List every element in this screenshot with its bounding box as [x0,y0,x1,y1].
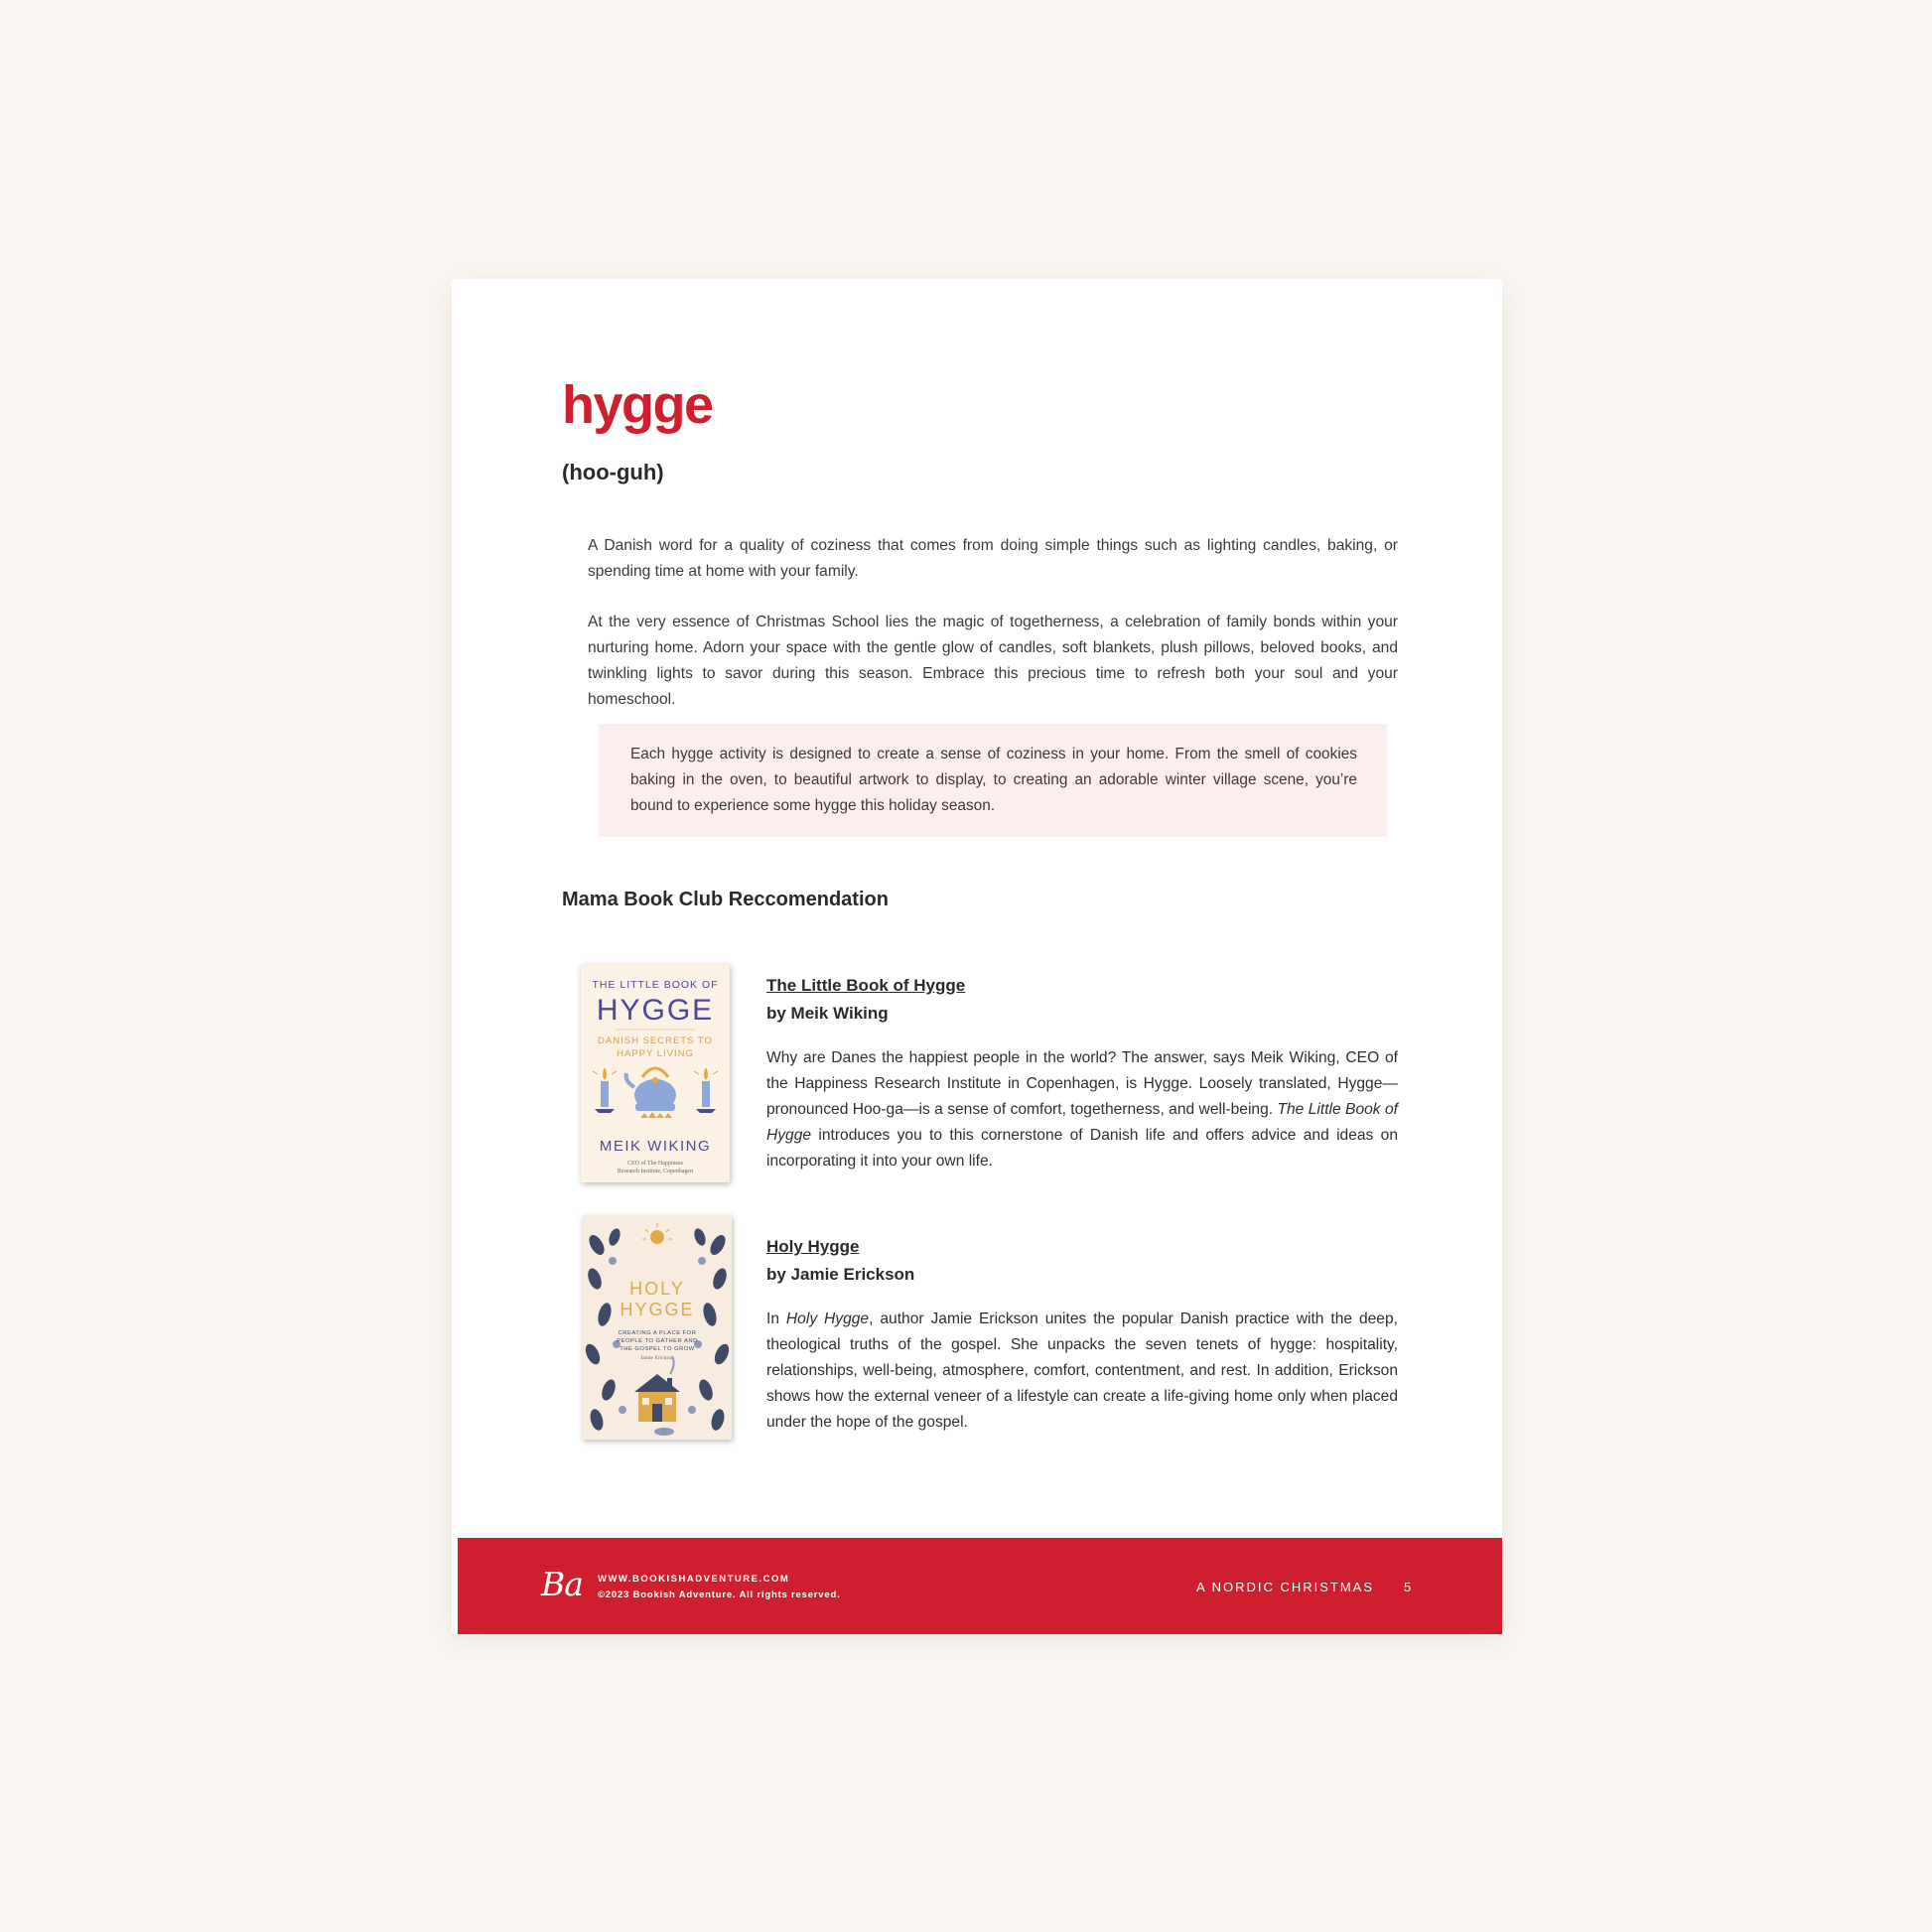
document-page [452,279,1502,1634]
cover-a-byline-1: CEO of The Happiness [627,1161,683,1167]
cover-b-title-2: HYGGE [620,1300,695,1319]
book-2-title-link[interactable]: Holy Hygge [766,1237,860,1256]
book-2-description [766,1307,1398,1436]
cover-b-subtitle-2: PEOPLE TO GATHER AND [617,1338,698,1344]
cover-a-author: MEIK WIKING [599,1138,712,1155]
cover-a-top-line: THE LITTLE BOOK OF [592,979,719,991]
footer-page-number: 5 [1404,1580,1412,1594]
cover-a-subtitle-1: DANISH SECRETS TO [598,1035,713,1046]
callout-text: Each hygge activity is designed to create a sense of coziness in your home. From the smell of cookies baking in the oven, to beautiful artwork to display, to creating an adorable winter village scene, you’re bound to experience some hygge this holiday season. [630,746,1357,814]
footer-series-title: A NORDIC CHRISTMAS [1196,1580,1375,1594]
hygge-callout-box [599,724,1387,837]
book-cover-illustration [583,1215,732,1440]
book-1-author: by Meik Wiking [766,1004,889,1023]
book-2-desc-text: In [766,1311,786,1327]
cover-b-subtitle-1: CREATING A PLACE FOR [618,1330,697,1336]
page-footer [458,1538,1502,1634]
footer-copyright: ©2023 Bookish Adventure. All rights reserved. [598,1589,841,1600]
cover-b-title-1: HOLY [629,1279,685,1299]
definition-paragraph: A Danish word for a quality of coziness that comes from doing simple things such as lighting candles, baking, or spending time at home with your family. [588,537,1398,580]
book-1-desc-text-end: introduces you to this cornerstone of Danish life and offers advice and ideas on incorporating it into your own life. [766,1127,1398,1170]
book-1-title-link[interactable]: The Little Book of Hygge [766,976,966,995]
cover-b-author: Jamie Erickson [640,1355,674,1361]
essence-paragraph: At the very essence of Christmas School lies the magic of togetherness, a celebration of family bonds within your nurturing home. Adorn your space with the gentle glow of candles, soft blankets, plush pillows, beloved books, and twinkling lights to savor during this season. Embrace this precious time to refresh both your soul and your homeschool. [588,614,1398,708]
book-1-desc-text: Why are Danes the happiest people in the world? The answer, says Meik Wiking, CEO of the Happiness Research Institute in Copenhagen, is Hygge. Loosely translated, Hygge—pronounced Hoo-ga—is a sense of comfort, togetherness, and well-being. [766,1049,1398,1118]
book-2-desc-text-end: , author Jamie Erickson unites the popular Danish practice with the deep, theological truths of the gospel. She unpacks the seven tenets of hygge: hospitality, relationships, well-being, atmosphere, comfort, contentment, and rest. In addition, Erickson shows how the external veneer of a lifestyle can create a life-giving home only when placed under the hope of the gospel. [766,1311,1398,1431]
cover-a-title: HYGGE [596,994,715,1027]
entry-word: hygge [562,375,713,435]
holy-hygge-cover [583,1215,732,1440]
cover-a-subtitle-2: HAPPY LIVING [617,1048,694,1059]
book-2-desc-italic: Holy Hygge [785,1311,870,1327]
book-1-desc-italic: The Little Book of Hygge [766,1101,1398,1144]
bookish-adventure-logo: Ba [541,1565,583,1603]
book-club-heading: Mama Book Club Reccomendation [562,889,889,910]
book-1-description [766,1045,1398,1174]
book-cover-illustration [581,964,730,1182]
little-book-of-hygge-cover [581,964,730,1182]
cover-b-subtitle-3: THE GOSPEL TO GROW [620,1346,695,1352]
footer-website-link[interactable]: WWW.BOOKISHADVENTURE.COM [598,1574,790,1585]
book-2-author: by Jamie Erickson [766,1265,915,1284]
entry-pronunciation: (hoo-guh) [562,460,664,484]
cover-a-byline-2: Research Institute, Copenhagen [617,1169,694,1174]
